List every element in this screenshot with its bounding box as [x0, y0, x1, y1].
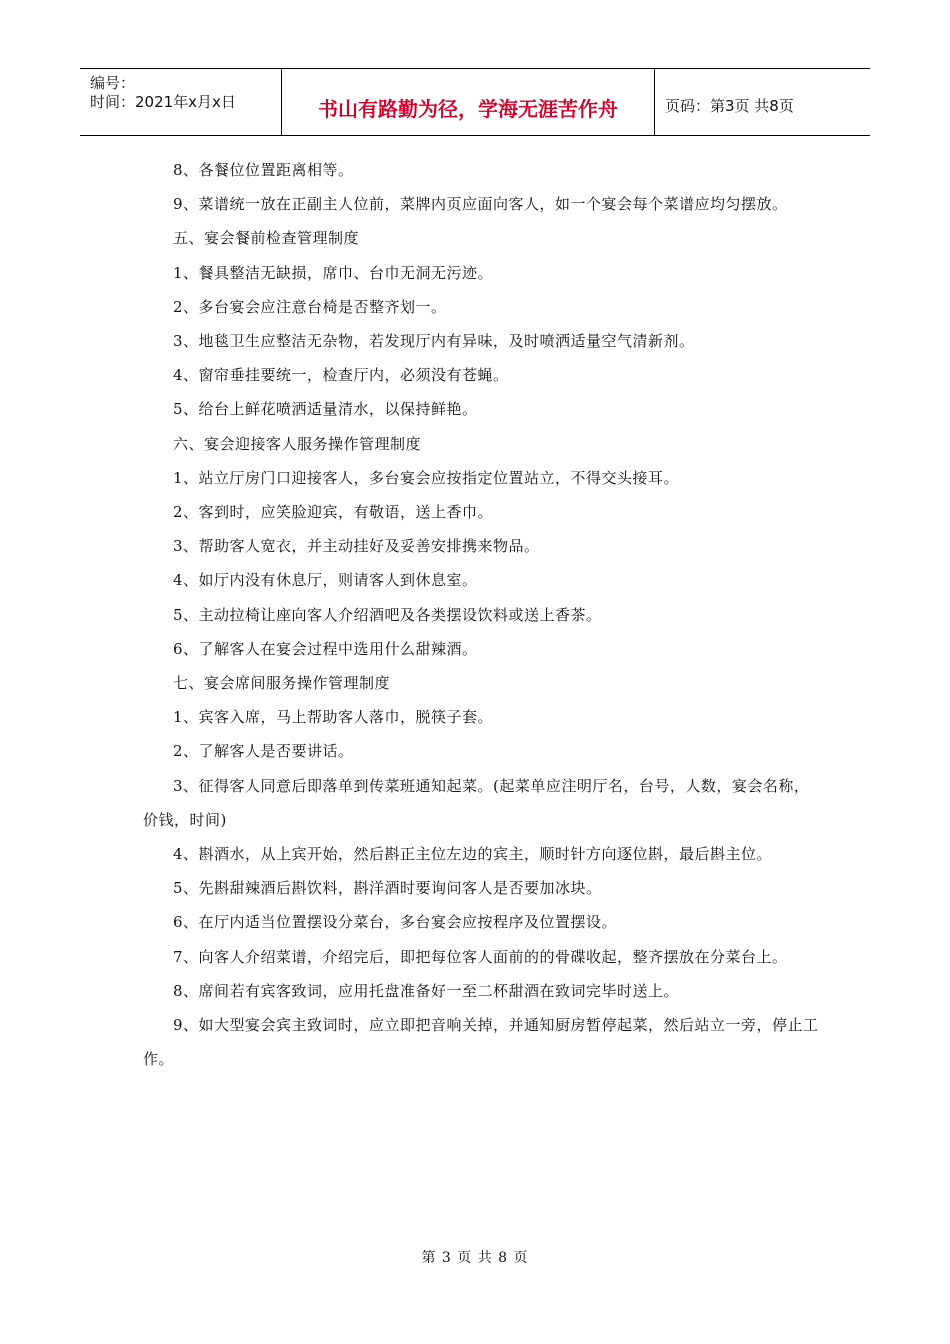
paragraph: 4、如厅内没有休息厅，则请客人到休息室。	[173, 571, 478, 590]
header-meta-cell	[80, 69, 281, 135]
paragraph: 6、了解客人在宴会过程中选用什么甜辣酒。	[173, 639, 478, 658]
section-heading: 五、宴会餐前检查管理制度	[173, 229, 360, 248]
document-header	[80, 68, 870, 136]
paragraph: 2、客到时，应笑脸迎宾，有敬语，送上香巾。	[173, 503, 494, 522]
section-heading: 七、宴会席间服务操作管理制度	[173, 674, 391, 693]
paragraph: 3、帮助客人宽衣，并主动挂好及妥善安排携来物品。	[173, 537, 540, 556]
header-page-cell	[655, 69, 870, 135]
page-info: 页码：第3页 共8页	[665, 97, 794, 115]
header-motto-cell	[281, 69, 655, 135]
paragraph: 1、餐具整洁无缺损，席巾、台巾无洞无污迹。	[173, 263, 494, 282]
motto-text: 书山有路勤为径，学海无涯苦作舟	[318, 97, 618, 121]
paragraph: 1、站立厅房门口迎接客人，多台宴会应按指定位置站立，不得交头接耳。	[173, 468, 680, 487]
paragraph: 8、席间若有宾客致词，应用托盘准备好一至二杯甜酒在致词完毕时送上。	[173, 981, 680, 1000]
paragraph: 9、菜谱统一放在正副主人位前，菜牌内页应面向客人，如一个宴会每个菜谱应均匀摆放。	[173, 195, 788, 214]
paragraph: 1、宾客入席，马上帮助客人落巾，脱筷子套。	[173, 708, 494, 727]
page-footer: 第 3 页 共 8 页	[421, 1250, 529, 1266]
paragraph: 5、主动拉椅让座向客人介绍酒吧及各类摆设饮料或送上香茶。	[173, 605, 602, 624]
number-label: 编号：	[90, 74, 136, 92]
paragraph: 8、各餐位位置距离相等。	[173, 161, 354, 179]
paragraph: 5、先斟甜辣酒后斟饮料，斟洋酒时要询问客人是否要加冰块。	[173, 879, 602, 898]
paragraph: 3、地毯卫生应整洁无杂物，若发现厅内有异味，及时喷洒适量空气清新剂。	[173, 332, 695, 351]
paragraph: 9、如大型宴会宾主致词时，应立即把音响关掉，并通知厨房暂停起菜，然后站立一旁，停止工作。	[143, 1016, 819, 1069]
section-heading: 六、宴会迎接客人服务操作管理制度	[173, 434, 422, 453]
paragraph: 4、窗帘垂挂要统一，检查厅内，必须没有苍蝇。	[173, 366, 509, 385]
paragraph: 2、多台宴会应注意台椅是否整齐划一。	[173, 297, 447, 316]
paragraph: 5、给台上鲜花喷洒适量清水，以保持鲜艳。	[173, 400, 478, 419]
paragraph: 3、征得客人同意后即落单到传菜班通知起菜。(起菜单应注明厅名，台号，人数，宴会名称，价钱，时间)	[143, 776, 810, 829]
document-body	[143, 153, 823, 1076]
paragraph: 2、了解客人是否要讲话。	[173, 742, 354, 761]
time-label: 时间：2021年x月x日	[90, 93, 236, 111]
paragraph: 6、在厅内适当位置摆设分菜台，多台宴会应按程序及位置摆设。	[173, 913, 618, 932]
paragraph: 7、向客人介绍菜谱，介绍完后，即把每位客人面前的的骨碟收起，整齐摆放在分菜台上。	[173, 947, 788, 966]
paragraph: 4、斟酒水，从上宾开始，然后斟正主位左边的宾主，顺时针方向逐位斟，最后斟主位。	[173, 845, 773, 864]
